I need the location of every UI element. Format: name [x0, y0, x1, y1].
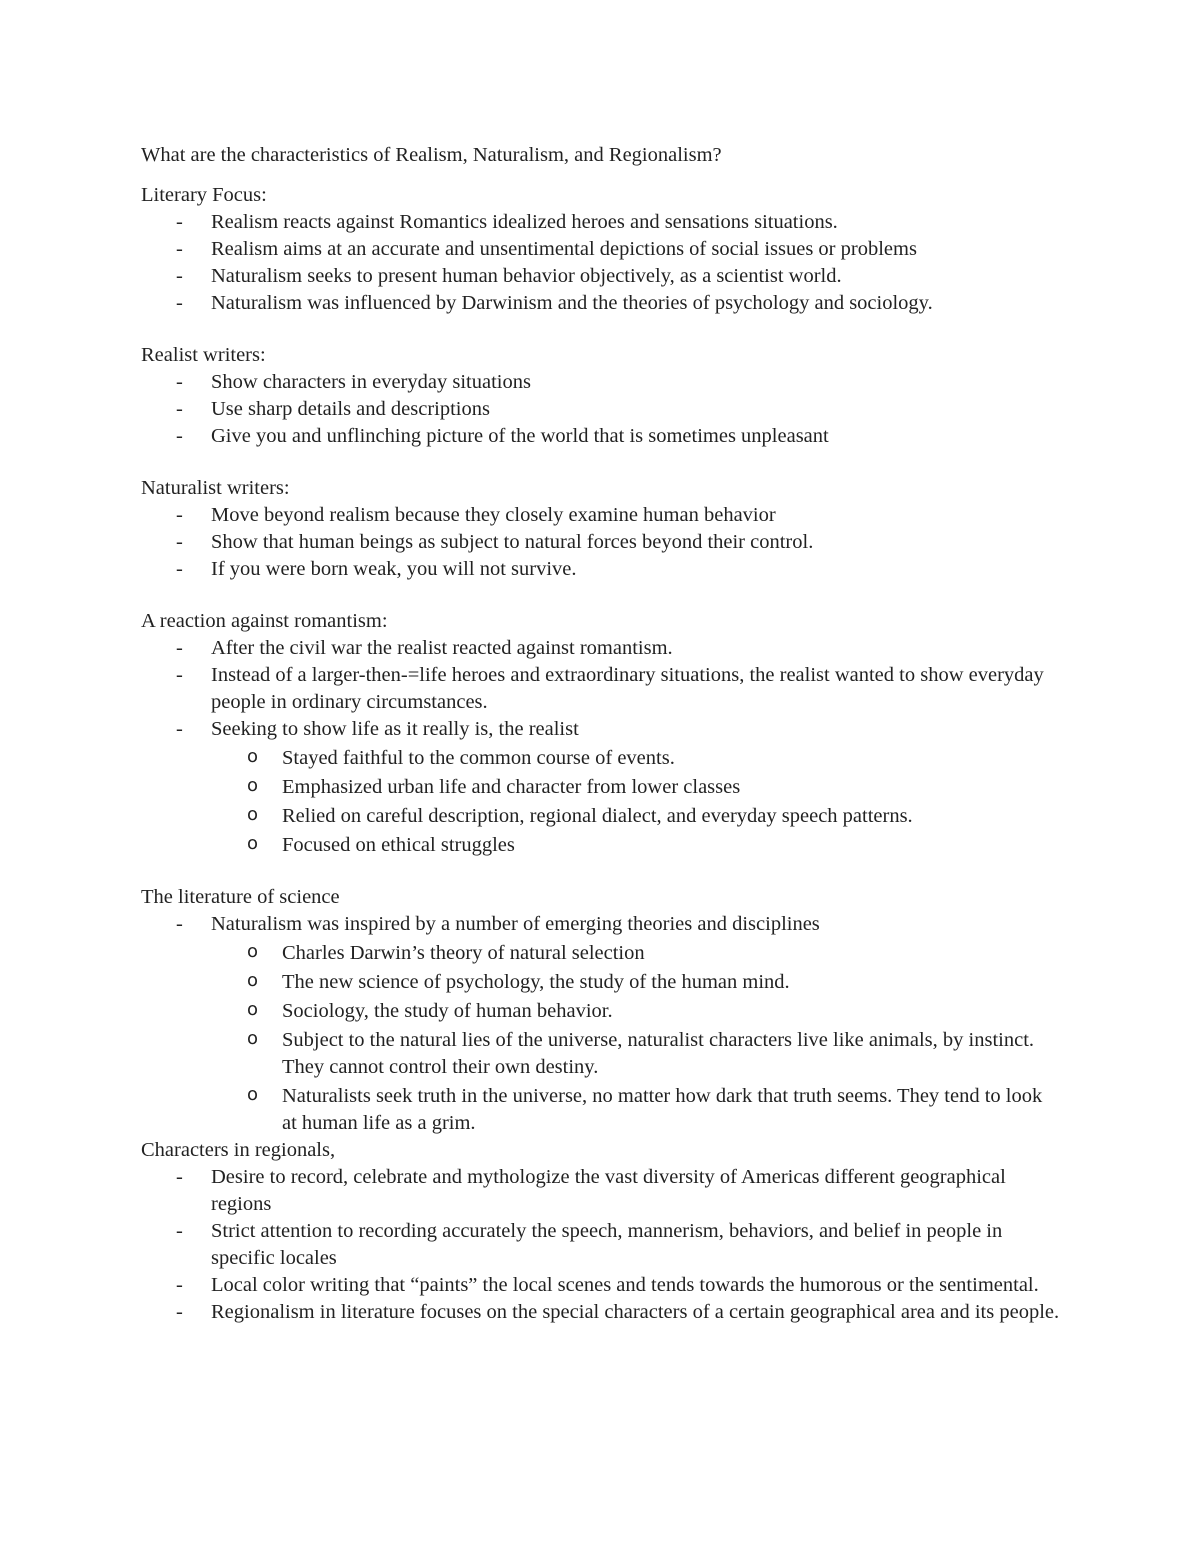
dash-bullet-icon: - — [176, 1166, 183, 1188]
sub-list-item: o Relied on careful description, regional dialect, and everyday speech patterns. — [141, 801, 1061, 830]
dash-bullet-icon: - — [176, 292, 183, 314]
list-item: - Move beyond realism because they closely examine human behavior — [141, 502, 1061, 529]
circle-bullet-icon: o — [247, 833, 259, 854]
section-naturalist-writers — [141, 475, 1061, 583]
dash-bullet-icon: - — [176, 1220, 183, 1242]
sub-list-item: o Focused on ethical struggles — [141, 830, 1061, 859]
circle-bullet-icon: o — [247, 941, 259, 962]
dash-bullet-icon: - — [176, 664, 183, 686]
circle-bullet-icon: o — [247, 775, 259, 796]
list-item: - Naturalism seeks to present human behavior objectively, as a scientist world. — [141, 263, 1061, 290]
list-item: - Realism reacts against Romantics idealized heroes and sensations situations. — [141, 209, 1061, 236]
dash-bullet-icon: - — [176, 1274, 183, 1296]
dash-bullet-icon: - — [176, 265, 183, 287]
circle-bullet-icon: o — [247, 970, 259, 991]
sub-list-wrapper — [141, 938, 1061, 1137]
section-heading: Realist writers: — [141, 344, 266, 366]
sub-list-item: o The new science of psychology, the study of the human mind. — [141, 967, 1061, 996]
section-heading: Characters in regionals, — [141, 1139, 336, 1161]
list-item: - Regionalism in literature focuses on the special characters of a certain geographical area and its people. — [141, 1299, 1061, 1326]
sub-list-item: o Emphasized urban life and character from lower classes — [141, 772, 1061, 801]
dash-bullet-icon: - — [176, 718, 183, 740]
dash-bullet-icon: - — [176, 211, 183, 233]
sub-list-item: o Charles Darwin’s theory of natural selection — [141, 938, 1061, 967]
dash-bullet-icon: - — [176, 1301, 183, 1323]
bullet-list — [141, 369, 1061, 450]
list-item: - Show characters in everyday situations — [141, 369, 1061, 396]
section-reaction-against-romantism — [141, 608, 1061, 859]
list-item: - Strict attention to recording accurately the speech, mannerism, behaviors, and belief in people in specific locales — [176, 1220, 1003, 1269]
bullet-list — [141, 502, 1061, 583]
circle-bullet-icon: o — [247, 746, 259, 767]
sub-bullet-list — [141, 743, 1061, 859]
section-characters-in-regionals — [141, 1137, 1061, 1326]
section-heading: A reaction against romantism: — [141, 610, 388, 632]
list-item: - Naturalism was inspired by a number of emerging theories and disciplines — [141, 911, 1061, 938]
section-literary-focus — [141, 182, 1061, 317]
bullet-list — [141, 209, 1061, 317]
list-item: - Give you and unflinching picture of the world that is sometimes unpleasant — [141, 423, 1061, 450]
bullet-list — [141, 911, 1061, 938]
dash-bullet-icon: - — [176, 238, 183, 260]
dash-bullet-icon: - — [176, 913, 183, 935]
circle-bullet-icon: o — [247, 1028, 259, 1049]
dash-bullet-icon: - — [176, 531, 183, 553]
dash-bullet-icon: - — [176, 637, 183, 659]
circle-bullet-icon: o — [247, 1084, 259, 1105]
list-item: - Local color writing that “paints” the local scenes and tends towards the humorous or the sentimental. — [141, 1272, 1061, 1299]
list-item: - Seeking to show life as it really is, the realist — [141, 716, 1061, 743]
dash-bullet-icon: - — [176, 504, 183, 526]
sub-list-item: o Sociology, the study of human behavior. — [141, 996, 1061, 1025]
sub-list-item: o Stayed faithful to the common course of events. — [141, 743, 1061, 772]
section-heading: Naturalist writers: — [141, 477, 290, 499]
list-item: - Instead of a larger-then-=life heroes and extraordinary situations, the realist wanted to show everyday people in ordinary circumstances. — [176, 664, 1044, 713]
sub-list-wrapper — [141, 743, 1061, 859]
list-item: - Realism aims at an accurate and unsentimental depictions of social issues or problems — [141, 236, 1061, 263]
list-item: - Use sharp details and descriptions — [141, 396, 1061, 423]
dash-bullet-icon: - — [176, 371, 183, 393]
bullet-list — [141, 635, 1061, 743]
section-heading: Literary Focus: — [141, 184, 267, 206]
sub-list-item: o Naturalists seek truth in the universe, no matter how dark that truth seems. They tend to look at human life as a grim. — [141, 1081, 1061, 1137]
section-realist-writers — [141, 342, 1061, 450]
sub-bullet-list — [141, 938, 1061, 1137]
list-item: - After the civil war the realist reacted against romantism. — [141, 635, 1061, 662]
dash-bullet-icon: - — [176, 425, 183, 447]
section-heading: The literature of science — [141, 886, 340, 908]
bullet-list — [141, 1164, 1061, 1326]
document-page — [141, 142, 1061, 1326]
document-title: What are the characteristics of Realism, Naturalism, and Regionalism? — [141, 144, 722, 166]
circle-bullet-icon: o — [247, 999, 259, 1020]
dash-bullet-icon: - — [176, 398, 183, 420]
list-item: - Desire to record, celebrate and mythologize the vast diversity of Americas different geographical regions — [176, 1166, 1006, 1215]
circle-bullet-icon: o — [247, 804, 259, 825]
dash-bullet-icon: - — [176, 558, 183, 580]
section-literature-of-science — [141, 884, 1061, 1137]
list-item: - Naturalism was influenced by Darwinism and the theories of psychology and sociology. — [141, 290, 1061, 317]
sub-list-item: o Subject to the natural lies of the universe, naturalist characters live like animals, by instinct. They cannot control their own destiny. — [141, 1025, 1061, 1081]
list-item: - Show that human beings as subject to natural forces beyond their control. — [141, 529, 1061, 556]
list-item: - If you were born weak, you will not survive. — [141, 556, 1061, 583]
